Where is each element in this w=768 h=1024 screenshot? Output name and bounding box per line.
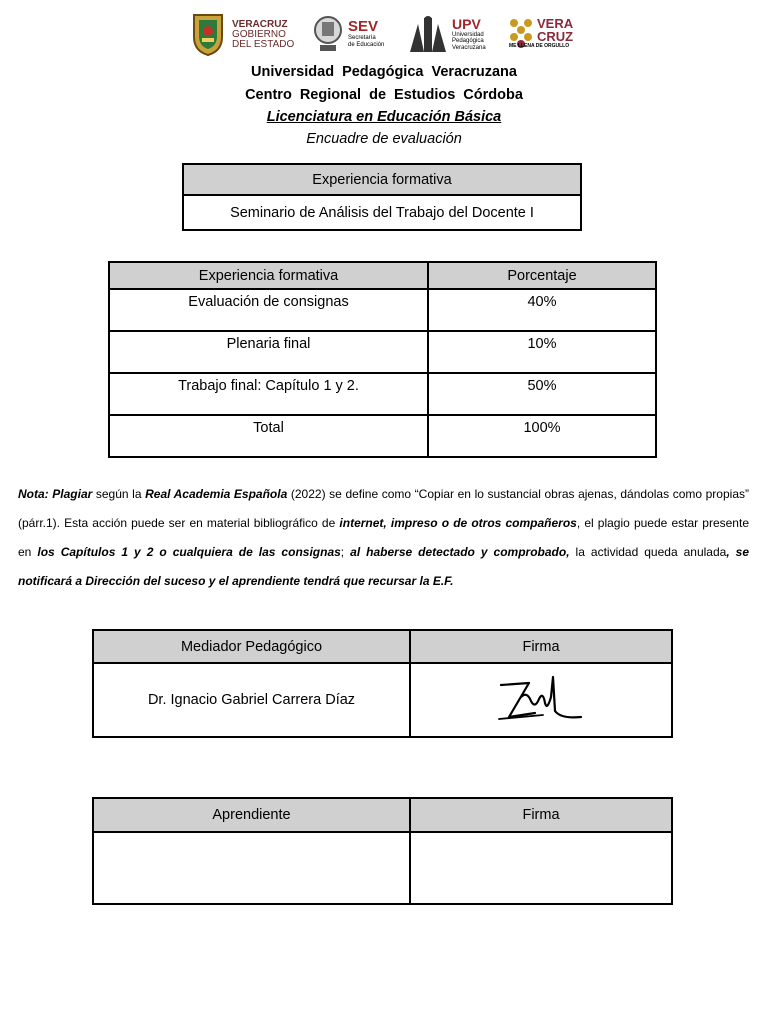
upv-logo-sub-3: Veracruzana [452,44,486,51]
note-emphasis: los Capítulos 1 y 2 o cualquiera de las consignas [37,545,341,559]
veracruz-logo-line-1: VERACRUZ [232,18,288,30]
signature-icon [491,667,591,729]
note-text: (2022) se define como “Copiar en lo sustancial obras ajenas, dándolas como propias” (párr.1). Esta acción puede ser en material bibliográfico de [18,487,749,530]
note-emphasis: internet, impreso o de otros compañeros [339,516,577,530]
eval-activity: Plenaria final [109,331,428,373]
student-name-field[interactable] [93,832,410,904]
degree-program: Licenciatura en Educación Básica [266,109,502,125]
veracruz-brand-logo [508,8,573,60]
veracruz-logo-line-3: DEL ESTADO [232,38,295,50]
regional-center: Centro Regional de Estudios Córdoba [245,87,523,103]
eval-activity: Trabajo final: Capítulo 1 y 2. [109,373,428,415]
eval-activity: Evaluación de consignas [109,289,428,331]
brand-logo-line-2: CRUZ [537,29,574,44]
table-row [109,373,656,415]
eval-percentage: 40% [428,289,656,331]
note-emphasis: , se notificará a Dirección del suceso y el aprendiente tendrá que recursar la E.F. [18,545,750,588]
mediator-header: Mediador Pedagógico [93,630,410,663]
note-label: Nota: Plagiar [18,487,93,501]
mediator-signature-header: Firma [410,630,672,663]
eval-percentage: 50% [428,373,656,415]
upv-logo [408,8,486,60]
student-signature-header: Firma [410,798,672,832]
sev-logo-title: SEV [348,18,379,35]
brand-logo-tagline: ME LLENA DE ORGULLO [509,43,570,49]
student-table [92,797,673,905]
student-header: Aprendiente [93,798,410,832]
eval-percentage: 100% [428,415,656,457]
eval-header-percentage: Porcentaje [428,262,656,289]
upv-logo-title: UPV [452,15,481,32]
note-text: , el plagio puede estar presente en [18,516,749,559]
upv-logo-sub-1: Universidad [452,31,484,38]
sev-logo [312,8,384,60]
eval-percentage: 10% [428,331,656,373]
note-emphasis: Real Academia Española [145,487,288,501]
sev-logo-sub-2: de Educación [348,42,385,48]
sev-emblem-icon [312,12,344,56]
note-text: la actividad queda anulada [569,545,727,559]
plagiarism-note [18,480,749,596]
veracruz-government-logo [190,8,294,60]
brand-logo-line-1: VERA [537,16,574,31]
veracruz-logo-line-2: GOBIERNO [232,28,286,40]
logo-bar [0,8,768,60]
table-row [109,289,656,331]
eval-activity: Total [109,415,428,457]
note-emphasis: al haberse detectado y comprobado, [350,545,570,559]
evaluation-table [108,261,657,458]
course-table [182,163,582,231]
mediator-name: Dr. Ignacio Gabriel Carrera Díaz [93,663,410,737]
upv-logo-sub-2: Pedagógica [452,38,484,45]
eval-header-activity: Experiencia formativa [109,262,428,289]
upv-emblem-icon [408,14,448,54]
course-table-header: Experiencia formativa [183,164,581,195]
table-row [109,331,656,373]
coat-of-arms-icon [190,11,226,57]
sev-logo-sub-1: Secretaría [348,35,376,41]
table-row [109,415,656,457]
mediator-table [92,629,673,738]
course-name: Seminario de Análisis del Trabajo del Docente I [183,195,581,230]
document-title: Encuadre de evaluación [306,131,462,147]
student-signature-field[interactable] [410,832,672,904]
university-name: Universidad Pedagógica Veracruzana [251,64,517,80]
note-text: según la [92,487,146,501]
mediator-signature-cell [410,663,672,737]
note-text: ; [340,545,351,559]
